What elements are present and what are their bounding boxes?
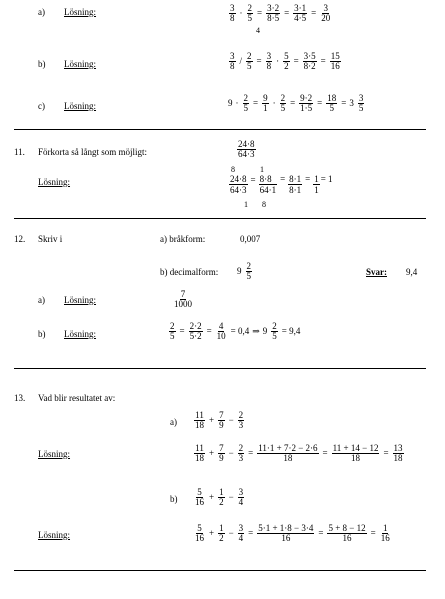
divider — [14, 368, 426, 369]
fraction: $\frac{2}{5}$ — [280, 93, 286, 114]
label-13a: a) — [170, 417, 177, 427]
math-token: − — [228, 492, 234, 503]
math-token: = — [248, 528, 254, 539]
math-token: − — [228, 415, 234, 426]
fraction: $\frac{24\cdot 8}{64\cdot 3}$ — [238, 139, 255, 160]
math-token: · — [239, 8, 243, 19]
fraction: $\frac{9\cdot 2}{1\cdot 5}$ — [300, 93, 313, 114]
cancel-bottom-1: 1 — [244, 200, 248, 209]
math-token: = 9,4 — [281, 326, 301, 337]
math-10a — [228, 4, 332, 24]
math-token: / — [239, 56, 243, 67]
math-token: 3 — [349, 98, 354, 109]
math-token: = — [318, 528, 324, 539]
fraction: $\frac{5 + 8 - 12}{16}$ — [328, 523, 366, 544]
math-token: = — [383, 448, 389, 459]
math-token: = — [290, 98, 296, 109]
fraction: $\frac{11}{18}$ — [195, 443, 204, 464]
fraction: $\frac{2}{5}$ — [272, 321, 277, 342]
fraction: $\frac{7}{1000}$ — [174, 289, 192, 310]
math-token: = — [317, 98, 323, 109]
fraction: $\frac{2}{5}$ — [247, 3, 252, 24]
math-12a — [172, 290, 194, 310]
math-token: = — [284, 8, 290, 19]
solution-label: Lösning: — [38, 449, 71, 459]
divider — [14, 570, 426, 571]
math-token: = — [179, 326, 185, 337]
answer-value: 9,4 — [406, 267, 418, 277]
fraction: $\frac{5}{2}$ — [284, 51, 289, 72]
fraction: $\frac{3}{4}$ — [238, 523, 244, 544]
cancel-top-8: 8 — [231, 165, 235, 174]
problem-number-11: 11. — [14, 147, 25, 157]
math-13a — [193, 444, 405, 464]
math-13b — [193, 524, 392, 544]
cancel-sub-4: 4 — [256, 26, 260, 35]
fraction: $\frac{3\cdot 2}{8\cdot 5}$ — [267, 3, 280, 24]
solution-label: Lösning: — [64, 329, 97, 339]
divider — [14, 129, 426, 130]
fraction: $\frac{2}{5}$ — [246, 261, 251, 282]
fraction: $\frac{3\cdot 1}{4\cdot 5}$ — [294, 3, 307, 24]
math-11: 24·8 = 8·8 = 8·1 = 1 = 1 64·3 64·1 8·1 1 — [230, 174, 333, 195]
value-12a: 0,007 — [240, 234, 261, 244]
math-token: · — [272, 98, 276, 109]
fraction: $\frac{2}{5}$ — [243, 93, 248, 114]
math-12b — [168, 322, 300, 342]
math-token: ⇒ — [252, 326, 260, 337]
question-13: Vad blir resultatet av: — [38, 393, 116, 403]
math-token: = — [322, 448, 328, 459]
question-11: Förkorta så långt som möjligt: — [38, 147, 147, 157]
math-token: + — [209, 448, 215, 459]
math-token: = — [256, 56, 262, 67]
label-12a: a) bråkform: — [160, 234, 206, 244]
fraction: $\frac{3}{20}$ — [321, 3, 331, 24]
fraction: $\frac{1}{2}$ — [219, 487, 224, 508]
solution-label: Lösning: — [64, 59, 97, 69]
fraction: $\frac{3}{8}$ — [230, 51, 235, 72]
label-10a: a) — [38, 7, 45, 17]
fraction: $\frac{9}{1}$ — [263, 93, 268, 114]
fraction: $\frac{13}{18}$ — [393, 443, 403, 464]
question-12: Skriv i — [38, 234, 63, 244]
answer-label: Svar: — [366, 267, 387, 277]
fraction: $\frac{2\cdot 2}{5\cdot 2}$ — [189, 321, 202, 342]
label-12b: b) decimalform: — [160, 267, 219, 277]
math-token: − — [228, 528, 234, 539]
label-10c: c) — [38, 101, 45, 111]
math-10b — [228, 52, 342, 72]
expr-13b — [193, 488, 245, 508]
problem-number-12: 12. — [14, 234, 26, 244]
label-12sb: b) — [38, 329, 46, 339]
value-12b: 9 $\frac{2}{5}$ — [237, 261, 251, 282]
fraction: $\frac{11}{18}$ — [195, 410, 204, 431]
solution-label: Lösning: — [64, 295, 97, 305]
math-token: = — [320, 56, 326, 67]
fraction: $\frac{3}{8}$ — [230, 3, 235, 24]
math-token: = — [206, 326, 212, 337]
fraction: $\frac{7}{9}$ — [219, 410, 224, 431]
math-token: + — [209, 528, 215, 539]
solution-label: Lösning: — [38, 530, 71, 540]
math-token: = — [370, 528, 376, 539]
fraction: $\frac{18}{5}$ — [327, 93, 337, 114]
fraction: $\frac{2}{3}$ — [238, 410, 244, 431]
math-token: = — [341, 98, 347, 109]
solution-label: Lösning: — [64, 7, 97, 17]
expr-11 — [236, 140, 257, 160]
fraction: $\frac{4}{10}$ — [216, 321, 226, 342]
math-token: = — [253, 98, 259, 109]
fraction: $\frac{3\cdot 5}{8\cdot 2}$ — [303, 51, 316, 72]
math-token: + — [209, 415, 215, 426]
fraction: $\frac{2}{3}$ — [238, 443, 244, 464]
label-12sa: a) — [38, 295, 45, 305]
problem-number-13: 13. — [14, 393, 26, 403]
fraction: $\frac{2}{5}$ — [170, 321, 175, 342]
fraction: $\frac{5}{16}$ — [195, 523, 204, 544]
divider — [14, 218, 426, 219]
fraction: $\frac{11\cdot 1 + 7\cdot 2 - 2\cdot 6}{18}$ — [258, 443, 318, 464]
math-token: = — [311, 8, 317, 19]
math-token: · — [276, 56, 280, 67]
fraction: $\frac{5\cdot 1 + 1\cdot 8 - 3\cdot 4}{16}$ — [258, 523, 314, 544]
solution-label: Lösning: — [38, 177, 71, 187]
math-10c — [228, 94, 365, 114]
fraction: $\frac{3}{5}$ — [358, 93, 364, 114]
math-token: = — [257, 8, 263, 19]
fraction: $\frac{3}{8}$ — [266, 51, 272, 72]
fraction: $\frac{1}{16}$ — [380, 523, 390, 544]
fraction: $\frac{1}{2}$ — [219, 523, 224, 544]
label-13b: b) — [170, 494, 178, 504]
fraction: $\frac{3}{4}$ — [238, 487, 244, 508]
label-10b: b) — [38, 59, 46, 69]
cancel-bottom-8: 8 — [262, 200, 266, 209]
fraction: $\frac{2}{5}$ — [247, 51, 252, 72]
fraction: $\frac{11 + 14 - 12}{18}$ — [332, 443, 379, 464]
cancel-top-1: 1 — [260, 165, 264, 174]
math-token: 9 — [262, 326, 268, 337]
fraction: $\frac{7}{9}$ — [219, 443, 224, 464]
expr-13a — [193, 411, 245, 431]
fraction: $\frac{5}{16}$ — [195, 487, 204, 508]
solution-label: Lösning: — [64, 101, 97, 111]
math-token: = — [248, 448, 254, 459]
math-token: + — [209, 492, 215, 503]
math-token: · — [235, 98, 239, 109]
math-token: = 0,4 — [230, 326, 250, 337]
math-token: = — [293, 56, 299, 67]
math-token: − — [228, 448, 234, 459]
fraction: $\frac{15}{16}$ — [330, 51, 340, 72]
math-token: 9 — [228, 98, 233, 109]
